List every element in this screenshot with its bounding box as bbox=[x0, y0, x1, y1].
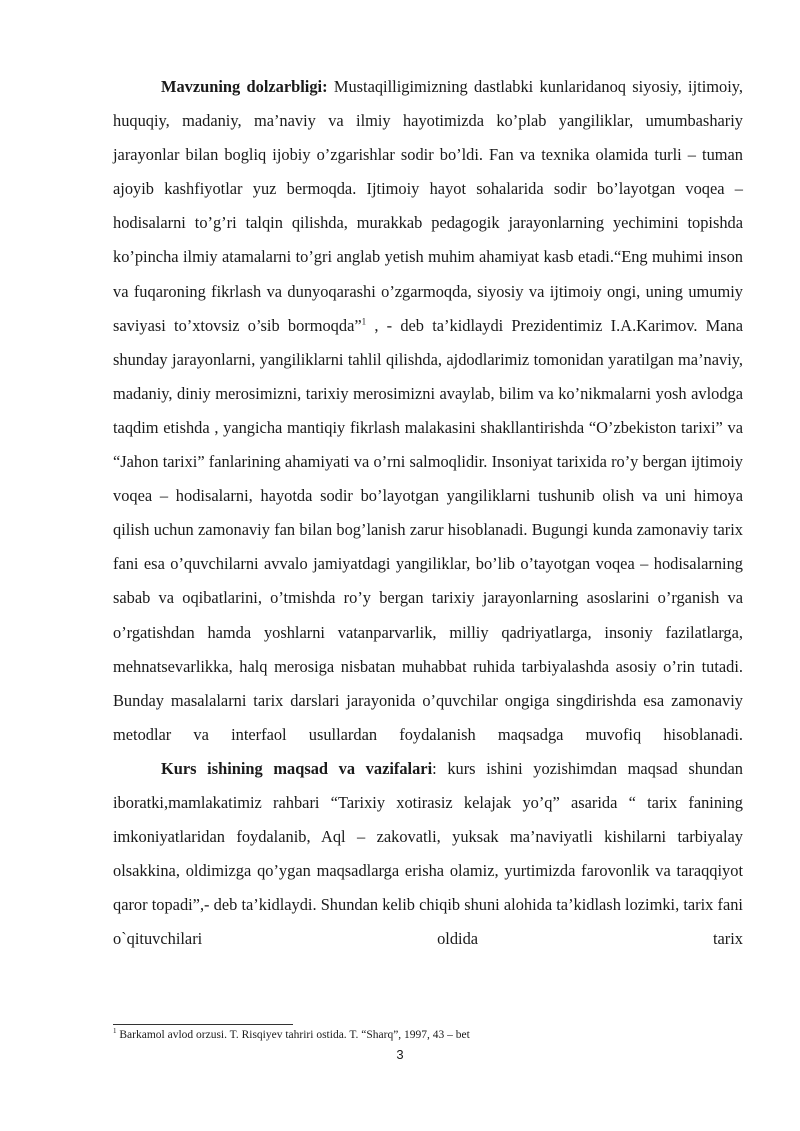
goals-heading: Kurs ishining maqsad va vazifalari bbox=[161, 758, 433, 778]
paragraph-goals bbox=[113, 752, 743, 957]
paragraph-relevance bbox=[113, 70, 743, 752]
relevance-text-part-1: Mustaqilligimizning dastlabki kunlaridanoq siyosiy, ijtimoiy, huquqiy, madaniy, ma’naviy va ilmiy hayotimizda ko’plab yangiliklar, umumbashariy jarayonlar bilan bogliq ijobiy o’zgarishlar sodir bo’ldi. Fan va texnika olamida turli – tuman ajoyib kashfiyotlar yuz bermoqda. Ijtimoiy hayot sohalarida sodir bo’layotgan voqea – hodisalarni to’g’ri talqin qilishda, murakkab pedagogik jarayonlarning yechimini topishda ko’pincha ilmiy atamalarni to’gri anglab yetish muhim ahamiyat kasb etadi.“Eng muhimi inson va fuqaroning fikrlash va dunyoqarashi o’zgarmoqda, siyosiy va ijtimoiy ongi, uning umumiy saviyasi to’xtovsiz o’sib bormoqda” bbox=[113, 77, 743, 335]
relevance-text-part-2: , - deb ta’kidlaydi Prezidentimiz I.A.Karimov. Mana shunday jarayonlarni, yangiliklarni tahlil qilishda, ajdodlarimiz tomonidan yaratilgan ma’naviy, madaniy, diniy merosimizni, tarixiy merosimizni avaylab, bilim va ko’nikmalarni yosh avlodga taqdim etishda , yangicha mantiqiy fikrlash malakasini shakllantirishda “O’zbekiston tarixi” va “Jahon tarixi” fanlarining ahamiyati va o’rni salmoqlidir. Insoniyat tarixida ro’y bergan ijtimoiy voqea – hodisalarni, hayotda sodir bo’layotgan yangiliklarni tushunib olish va uni himoya qilish uchun zamonaviy fan bilan bog’lanish zarur hisoblanadi. Bugungi kunda zamonaviy tarix fani esa o’quvchilarni avvalo jamiyatdagi yangiliklar, bo’lib o’tayotgan voqea – hodisalarning sabab va oqibatlarini, o’tmishda ro’y bergan tarixiy jarayonlarning asoslarini o’rganish va o’rgatishdan hamda yoshlarni vatanparvarlik, milliy qadriyatlarga, insoniy fazilatlarga, mehnatsevarlikka, halq merosiga nisbatan muhabbat ruhida tarbiyalashda asosiy o’rin tutadi. Bunday masalalarni tarix darslari jarayonida o’quvchilar ongiga singdirishda esa zamonaviy metodlar va interfaol usullardan foydalanish maqsadga muvofiq hisoblanadi. bbox=[113, 315, 744, 744]
footnote-divider bbox=[113, 1024, 293, 1025]
relevance-heading: Mavzuning dolzarbligi: bbox=[161, 77, 328, 96]
goals-text: : kurs ishini yozishimdan maqsad shundan iboratki,mamlakatimiz rahbari “Tarixiy xotirasiz kelajak yo’q” asarida “ tarix fanining imkoniyatlaridan foydalanib, Aql – zakovatli, yuksak ma’naviyatli kishilarni tarbiyalay olsakkina, oldimizga qo’ygan maqsadlarga erisha olamiz, yurtimizda farovonlik va taraqqiyot qaror topadi”,- deb ta’kidlaydi. Shundan kelib chiqib shuni alohida ta’kidlash lozimki, tarix fani o`qituvchilari oldida tarix bbox=[113, 758, 743, 949]
footnote bbox=[113, 1028, 743, 1042]
footnote-reference[interactable]: 1 bbox=[361, 316, 367, 327]
footnote-mark: 1 bbox=[113, 1027, 117, 1036]
footnote-text: Barkamol avlod orzusi. T. Risqiyev tahriri ostida. T. “Sharq”, 1997, 43 – bet bbox=[116, 1029, 470, 1041]
main-text bbox=[113, 70, 743, 956]
page-number: 3 bbox=[396, 1047, 404, 1062]
